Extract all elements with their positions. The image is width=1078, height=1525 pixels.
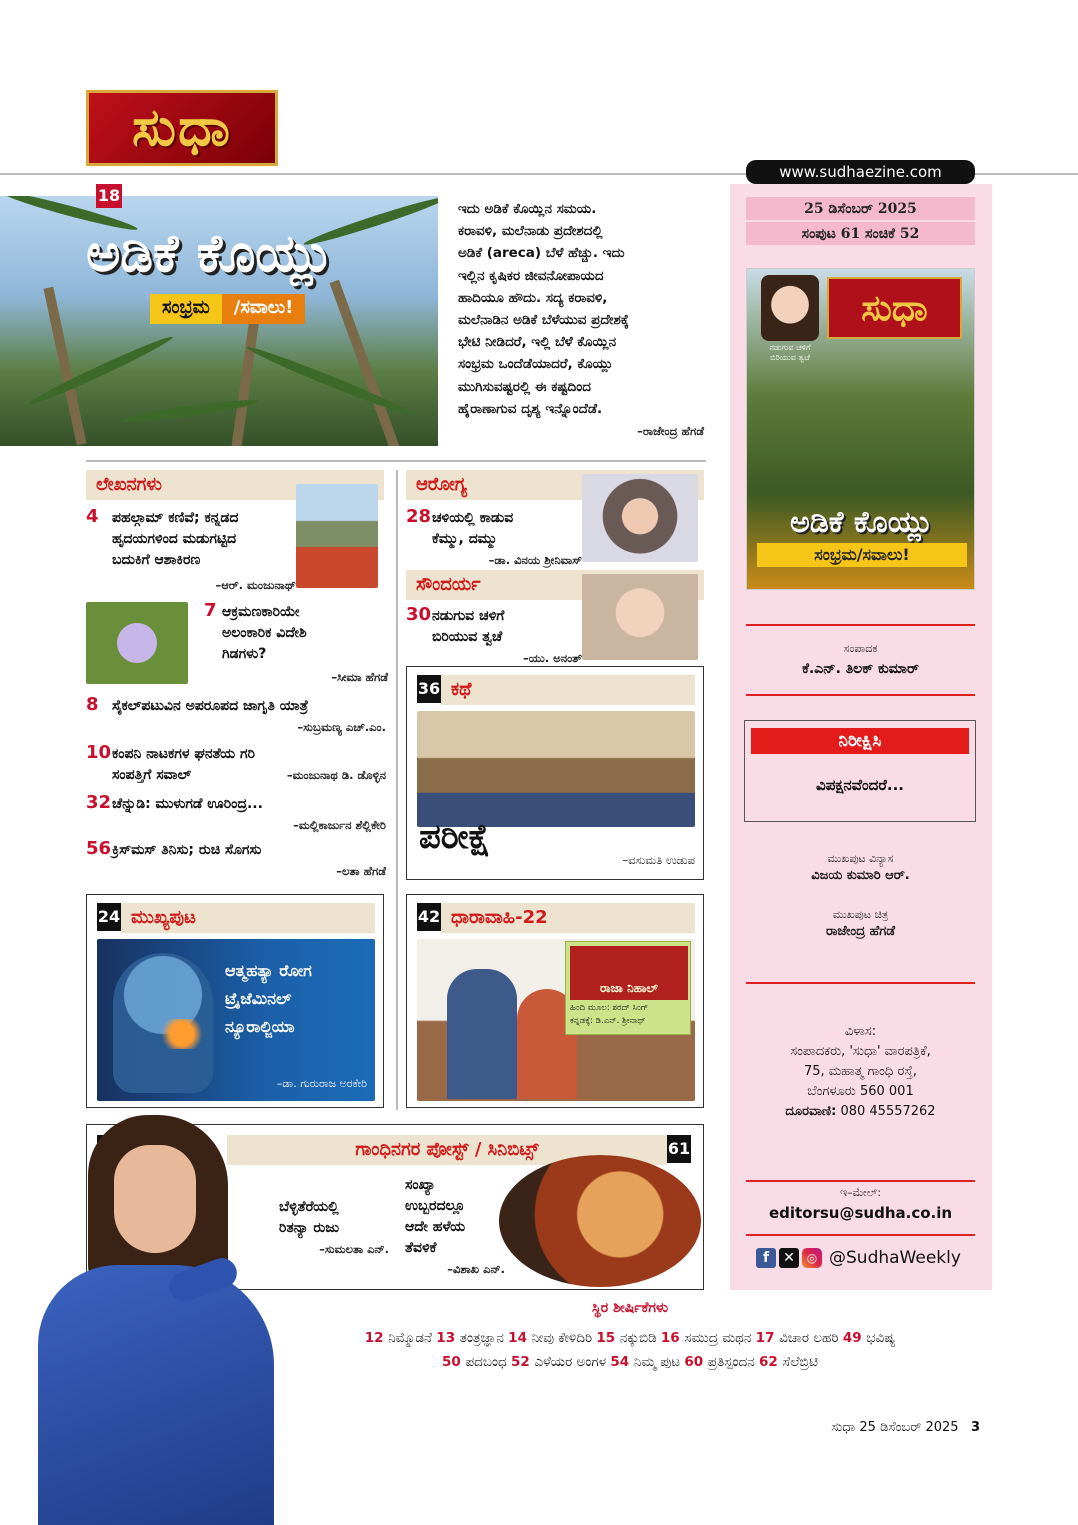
coverstory-box[interactable]	[86, 894, 384, 1108]
beauty-heading: ಸೌಂದರ್ಯ	[406, 570, 704, 600]
neuralgia-illustration	[97, 939, 375, 1101]
cinema-left-article[interactable]	[279, 1197, 389, 1260]
coverstory-author: –ಡಾ. ಗುರುರಾಜ ಅರಕೇರಿ	[276, 1077, 367, 1090]
cover-tagline: ನಡುಗುವ ಚಳಿಗೆ ಬಿರಿಯುವ ತ್ವಚೆ	[769, 343, 811, 362]
intro-line: ಹಾದಿಯೂ ಹೌದು. ಸದ್ಯ ಕರಾವಳಿ,	[458, 289, 608, 306]
regular-page-number: 16	[660, 1330, 685, 1346]
x-twitter-icon[interactable]: ✕	[779, 1248, 799, 1268]
palm-trunk	[43, 287, 86, 446]
article-title: ಬೆಳ್ಳಿತೆರೆಯಲ್ಲಿ	[279, 1199, 339, 1215]
cinema-heading: ಗಾಂಧಿನಗರ ಪೋಸ್ಟ್ / ಸಿನಿಬಿಟ್ಸ್	[227, 1135, 667, 1165]
article-title: ರಿತನ್ಯಾ ರುಜು	[279, 1220, 340, 1236]
article-title: ಸಂಪತ್ತಿಗೆ ಸವಾಲ್	[112, 767, 192, 783]
article-title: ಹೃದಯಗಳಿಂದ ಮಡುಗಟ್ಟಿದ	[112, 531, 237, 547]
cover-design-name: ವಿಜಯ ಕುಮಾರಿ ಆರ್.	[811, 868, 910, 883]
instagram-icon[interactable]: ◎	[802, 1248, 822, 1268]
article-title: ಅಲಂಕಾರಿಕ ವಿದೇಶಿ	[222, 625, 307, 641]
intro-line: ಇಲ್ಲಿನ ಕೃಷಿಕರ ಜೀವನೋಪಾಯದ	[458, 267, 604, 284]
sidebar-divider	[746, 982, 975, 984]
cover-subtitle: ಸಂಭ್ರಮ/ಸವಾಲು!	[757, 543, 967, 567]
article-page-number: 10	[86, 742, 112, 763]
article-title: ಕ್ರಿಸ್‌ಮಸ್ ತಿನಿಸು; ರುಚಿ ಸೊಗಸು	[112, 842, 262, 858]
film-still-circle	[499, 1155, 701, 1287]
cover-photo-caption: ಮುಖಪುಟ ಚಿತ್ರ	[832, 908, 889, 921]
page-footer	[800, 1420, 980, 1435]
serial-credits	[570, 1002, 690, 1028]
sidebar-divider	[746, 624, 975, 626]
beauty-article[interactable]	[406, 604, 582, 669]
article-title: ಗಿಡಗಳು?	[222, 646, 267, 662]
regular-page-number: 15	[596, 1330, 620, 1346]
article-title: ಉಬ್ಬರದಲ್ಲೂ	[405, 1198, 466, 1214]
intro-line: ಮಲೆನಾಡಿನ ಅಡಿಕೆ ಬೆಳೆಯುವ ಪ್ರದೇಶಕ್ಕೆ	[458, 312, 629, 329]
flower-photo	[86, 602, 188, 684]
regular-column-title[interactable]: ಎಳೆಯರ ಅಂಗಳ	[534, 1354, 611, 1370]
article-author: –ಮಲ್ಲಿಕಾರ್ಜುನ ಶೆಲ್ಲಿಕೇರಿ	[293, 818, 386, 832]
article-title: ಚಳಿಯಲ್ಲಿ ಕಾಡುವ	[432, 510, 514, 526]
article-author: –ಲತಾ ಹೆಗಡೆ	[336, 864, 386, 878]
regular-page-number: 14	[508, 1330, 532, 1346]
model-photo	[38, 1115, 274, 1525]
regular-column-title[interactable]: ಪದಬಂಧ	[465, 1354, 512, 1370]
coverstory-heading: ಮುಖ್ಯಪುಟ	[121, 903, 375, 933]
intro-line: ಹೈರಾಣಾಗುವ ದೃಶ್ಯ ಇನ್ನೊಂದೆಡೆ.	[458, 400, 603, 417]
article-title: ಸೈಕಲ್‌ಪಟುವಿನ ಅಪರೂಪದ ಜಾಗೃತಿ ಯಾತ್ರೆ	[112, 698, 309, 714]
article-page-number: 28	[406, 506, 432, 527]
regular-column-title[interactable]: ಪ್ರತಿಸ್ಪಂದನ	[707, 1354, 760, 1370]
intro-line: ಕರಾವಳಿ, ಮಲೆನಾಡು ಪ್ರದೇಶದಲ್ಲಿ	[458, 223, 603, 240]
regular-column-title[interactable]: ಸೆಲೆಬ್ರಿಟಿ	[782, 1354, 818, 1370]
model-face	[114, 1145, 196, 1253]
regular-column-title[interactable]: ನಕ್ಕುಬಿಡಿ	[619, 1330, 661, 1346]
story-author: –ವಸುಮತಿ ಉಡುಪ	[622, 853, 695, 867]
issue-volume: ಸಂಪುಟ 61 ಸಂಚಿಕೆ 52	[746, 222, 975, 245]
serial-title-card	[565, 941, 691, 1035]
article-item[interactable]	[86, 838, 386, 882]
regular-column-title[interactable]: ನಿಮ್ಮೊಡನೆ	[388, 1330, 437, 1346]
serial-box[interactable]	[406, 894, 704, 1108]
email-caption: ಇ–ಮೇಲ್:	[839, 1186, 882, 1199]
article-author: –ಸುಬ್ರಮಣ್ಯ ಎಚ್.ಎಂ.	[297, 720, 386, 734]
sidebar-divider	[746, 1234, 975, 1236]
article-author: –ಆರ್. ಮಂಜುನಾಥ್	[215, 578, 296, 592]
feature-subtitle-a: ಸಂಭ್ರಮ	[162, 297, 210, 318]
article-item[interactable]	[204, 600, 388, 688]
palm-leaf	[245, 343, 416, 420]
editor-name: ಕೆ.ಎನ್. ತಿಲಕ್ ಕುಮಾರ್	[802, 661, 919, 677]
article-title: ಪಹಲ್ಗಾಮ್ ಕಣಿವೆ; ಕನ್ನಡದ	[112, 510, 239, 526]
sidebar-divider	[746, 1180, 975, 1182]
cover-logo: ಸುಧಾ	[827, 277, 962, 339]
address-caption: ವಿಳಾಸ:	[844, 1024, 877, 1039]
article-author: –ಯು. ಅನಂತ್	[523, 651, 582, 665]
article-title: ತೆವಳಿಕೆ	[405, 1240, 437, 1256]
regular-page-number: 50	[442, 1354, 466, 1370]
story-heading: ಕಥೆ	[441, 675, 695, 705]
feature-page-number: 18	[96, 184, 122, 208]
regular-column-title[interactable]: ಸಮುದ್ರ ಮಥನ	[684, 1330, 756, 1346]
man-figure	[447, 969, 517, 1099]
intro-line: ಇದು ಅಡಿಕೆ ಕೊಯ್ಲಿನ ಸಮಯ.	[458, 201, 597, 217]
article-title: ಆದೇ ಹಳೆಯ	[405, 1219, 466, 1235]
article-author: –ಸೀಮಾ ಹೆಗಡೆ	[331, 670, 388, 684]
article-page-number: 7	[204, 600, 217, 621]
section-divider	[86, 460, 706, 462]
regular-page-number: 52	[511, 1354, 535, 1370]
intro-line: ಮುಗಿಸುವಷ್ಟರಲ್ಲಿ ಈ ಕಷ್ಟದಿಂದ	[458, 378, 591, 395]
article-title: ಆಕ್ರಮಣಕಾರಿಯೇ	[222, 604, 300, 620]
sidebar-divider	[746, 694, 975, 696]
nerve-pain-graphic	[157, 1019, 207, 1049]
regulars-row	[300, 1326, 960, 1350]
regular-page-number: 62	[759, 1354, 783, 1370]
article-page-number: 56	[86, 838, 112, 859]
story-illustration	[417, 711, 695, 827]
article-item[interactable]	[86, 694, 386, 738]
article-title: ಬದುಕಿಗೆ ಆಶಾಕಿರಣ	[112, 552, 201, 568]
website-url-link[interactable]: www.sudhaezine.com	[746, 160, 975, 184]
article-title: ಕಂಪನಿ ನಾಟಕಗಳ ಘನತೆಯ ಗರಿ	[112, 746, 256, 762]
regular-page-number: 60	[684, 1354, 708, 1370]
feature-author: –ರಾಜೇಂದ್ರ ಹೆಗಡೆ	[637, 424, 704, 439]
regular-column-title[interactable]: ನಿಮ್ಮ ಪುಟ	[633, 1354, 685, 1370]
upcoming-title: ವಿಪಕ್ಷನವೆಂದರೆ...	[816, 776, 904, 794]
coverstory-line: ನ್ಯೂರಾಲ್ಜಿಯಾ	[225, 1017, 295, 1036]
regular-page-number: 54	[610, 1354, 634, 1370]
model-dress	[38, 1265, 274, 1525]
article-title: ಸಂಖ್ಯಾ	[405, 1177, 436, 1193]
footer-issue: ಸುಧಾ 25 ಡಿಸೆಂಬರ್ 2025	[831, 1420, 959, 1435]
regular-page-number: 13	[436, 1330, 460, 1346]
article-author: –ಮಂಜುನಾಥ ಡಿ. ಡೊಳ್ಳಿನ	[286, 768, 386, 782]
address-line: ಸಂಪಾದಕರು, 'ಸುಧಾ' ವಾರಪತ್ರಿಕೆ,	[790, 1044, 931, 1059]
column-divider	[396, 470, 398, 1110]
phone-line	[746, 1102, 975, 1122]
email-link[interactable]: editorsu@sudha.co.in	[768, 1204, 953, 1222]
cover-title: ಅಡಿಕೆ ಕೊಯ್ಲು	[790, 505, 933, 540]
phone-label: ದೂರವಾಣಿ:	[785, 1104, 837, 1119]
feature-subtitle-b: /ಸವಾಲು!	[222, 294, 306, 324]
upcoming-box	[744, 720, 976, 822]
serial-title: ರಾಜಾ ನಿಹಾಲ್	[570, 946, 688, 1000]
story-title: ಪರೀಕ್ಷೆ	[419, 817, 491, 857]
coverstory-page-number: 24	[97, 903, 121, 931]
article-title: ನಡುಗುವ ಚಳಿಗೆ	[432, 608, 505, 624]
regular-column-title[interactable]: ತಂತ್ರಜ್ಞಾನ	[459, 1330, 509, 1346]
cinema-right-article[interactable]	[405, 1175, 505, 1280]
palm-trunk	[230, 316, 259, 446]
health-article[interactable]	[406, 506, 582, 571]
story-page-number: 36	[417, 675, 441, 703]
regulars-heading: ಸ್ಥಿರ ಶೀರ್ಷಿಕೆಗಳು	[591, 1300, 669, 1316]
feature-title: ಅಡಿಕೆ ಕೊಯ್ಲು	[86, 224, 334, 284]
palm-leaf	[25, 333, 174, 410]
address-block	[746, 1022, 975, 1122]
article-title: ಚೆನ್ನುಡಿ: ಮುಳುಗಡೆ ಊರಿಂದ್ರ...	[112, 796, 263, 812]
cinema-right-page-number: 61	[667, 1135, 691, 1163]
address-line: 75, ಮಹಾತ್ಮ ಗಾಂಧಿ ರಸ್ತೆ,	[803, 1064, 917, 1079]
article-item[interactable]	[86, 506, 296, 596]
article-page-number: 8	[86, 694, 99, 715]
palm-trunk	[330, 280, 401, 446]
feature-intro	[458, 198, 704, 442]
regular-column-title[interactable]: ಭವಿಷ್ಯ	[866, 1330, 896, 1346]
page-number: 3	[970, 1420, 980, 1435]
serial-credit: ಹಿಂದಿ ಮೂಲ: ಶರದ್ ಸಿಂಗ್	[570, 1003, 649, 1013]
upcoming-heading: ನಿರೀಕ್ಷಿಸಿ	[751, 728, 969, 754]
article-page-number: 4	[86, 506, 99, 527]
article-page-number: 32	[86, 792, 112, 813]
health-photo	[582, 474, 698, 562]
regular-page-number: 12	[364, 1330, 389, 1346]
cover-thumbnail[interactable]	[746, 268, 975, 590]
address-line: ಬೆಂಗಳೂರು 560 001	[807, 1084, 914, 1099]
phone-number: 080 45557262	[840, 1104, 936, 1119]
social-handle[interactable]: @SudhaWeekly	[829, 1248, 961, 1268]
intro-line: ಅಡಿಕೆ (areca) ಬೆಳೆ ಹೆಚ್ಚು. ಇದು	[458, 245, 625, 262]
article-page-number: 30	[406, 604, 432, 625]
regular-page-number: 49	[842, 1330, 867, 1346]
kashmir-rail-photo	[296, 484, 378, 588]
regular-column-title[interactable]: ವಿಚಾರ ಲಹರಿ	[779, 1330, 843, 1346]
cover-photo-name: ರಾಜೇಂದ್ರ ಹೆಗಡೆ	[825, 924, 896, 939]
article-title: ಬಿರಿಯುವ ತ್ವಚೆ	[432, 629, 503, 645]
facebook-icon[interactable]: f	[756, 1248, 776, 1268]
regulars-list	[300, 1326, 960, 1374]
article-item[interactable]	[86, 742, 386, 786]
article-title: ಕೆಮ್ಮು, ದಮ್ಮು	[432, 531, 498, 547]
regular-page-number: 17	[755, 1330, 780, 1346]
health-heading: ಆರೋಗ್ಯ	[406, 470, 704, 500]
sudha-logo: ಸುಧಾ	[86, 90, 278, 166]
coverstory-line: ಆತ್ಮಹತ್ಯಾ ರೋಗ	[225, 961, 312, 980]
feature-hero-image[interactable]	[0, 196, 438, 446]
editor-caption: ಸಂಪಾದಕ	[843, 642, 878, 655]
intro-line: ಸಂಭ್ರಮ ಒಂದೆಡೆಯಾದರೆ, ಕೊಯ್ಲು	[458, 356, 613, 373]
regulars-row	[300, 1350, 960, 1374]
beauty-photo	[582, 574, 698, 660]
serial-credit: ಕನ್ನಡಕ್ಕೆ: ಡಿ.ಎನ್. ಶ್ರೀನಾಥ್	[570, 1016, 646, 1026]
cover-model-photo	[761, 275, 819, 341]
cover-design-caption: ಮುಖಪುಟ ವಿನ್ಯಾಸ	[827, 852, 894, 865]
serial-page-number: 42	[417, 903, 441, 931]
social-row	[756, 1248, 961, 1268]
coverstory-title	[225, 957, 312, 1041]
article-author: –ಡಾ. ವಿನಯ ಶ್ರೀನಿವಾಸ್	[488, 553, 582, 567]
story-box[interactable]	[406, 666, 704, 880]
article-item[interactable]	[86, 792, 386, 836]
articles-heading: ಲೇಖನಗಳು	[86, 470, 384, 500]
serial-heading: ಧಾರಾವಾಹಿ-22	[441, 903, 695, 933]
coverstory-line: ಟ್ರೈಜೆಮಿನಲ್	[225, 989, 292, 1008]
intro-line: ಭೇಟಿ ನೀಡಿದರೆ, ಇಲ್ಲಿ ಬೆಳೆ ಕೊಯ್ಲಿನ	[458, 334, 617, 351]
article-author: –ಸುಮಲತಾ ಎನ್.	[319, 1242, 389, 1256]
feature-subtitle	[150, 294, 305, 324]
article-author: –ವಿಶಾಖ ಎನ್.	[447, 1262, 505, 1276]
issue-date: 25 ಡಿಸೆಂಬರ್ 2025	[746, 197, 975, 220]
regular-column-title[interactable]: ನೀವು ಕೇಳಿದಿರಿ	[531, 1330, 597, 1346]
